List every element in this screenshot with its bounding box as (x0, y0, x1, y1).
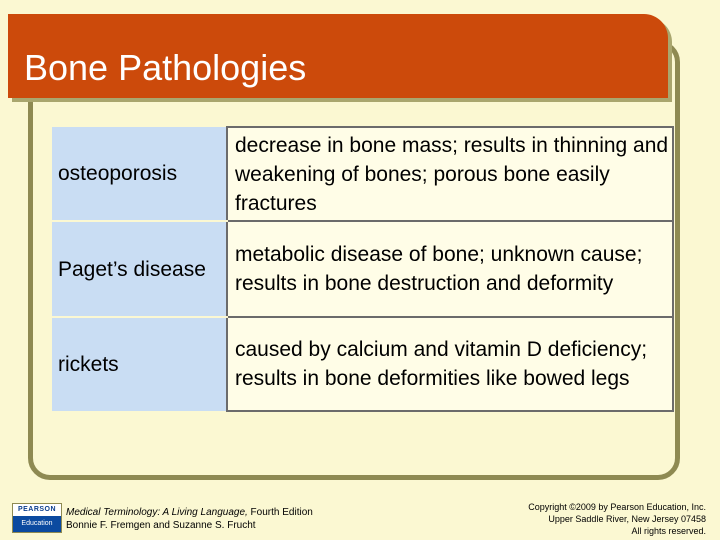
copyright-notice (528, 501, 706, 537)
table-row (52, 317, 673, 411)
logo-top-text: PEARSON (13, 504, 61, 516)
copyright-line: Upper Saddle River, New Jersey 07458 (548, 514, 706, 524)
table-row (52, 127, 673, 221)
pathology-table (52, 126, 674, 412)
term-cell: Paget’s disease (52, 221, 227, 317)
book-edition: Fourth Edition (247, 507, 313, 518)
definition-cell: caused by calcium and vitamin D deficiency; results in bone deformities like bowed legs (227, 317, 673, 411)
term-cell: rickets (52, 317, 227, 411)
definition-cell: decrease in bone mass; results in thinning and weakening of bones; porous bone easily fractures (227, 127, 673, 221)
table-row (52, 221, 673, 317)
book-authors: Bonnie F. Fremgen and Suzanne S. Frucht (66, 520, 256, 531)
logo-bottom-text: Education (13, 516, 61, 532)
pearson-logo (12, 503, 62, 533)
slide-title: Bone Pathologies (24, 47, 307, 88)
title-bar (8, 14, 668, 98)
definition-cell: metabolic disease of bone; unknown cause; results in bone destruction and deformity (227, 221, 673, 317)
term-cell: osteoporosis (52, 127, 227, 221)
copyright-line: All rights reserved. (631, 526, 706, 536)
book-citation (66, 506, 313, 532)
copyright-line: Copyright ©2009 by Pearson Education, Inc. (528, 502, 706, 512)
book-title: Medical Terminology: A Living Language, (66, 507, 248, 518)
